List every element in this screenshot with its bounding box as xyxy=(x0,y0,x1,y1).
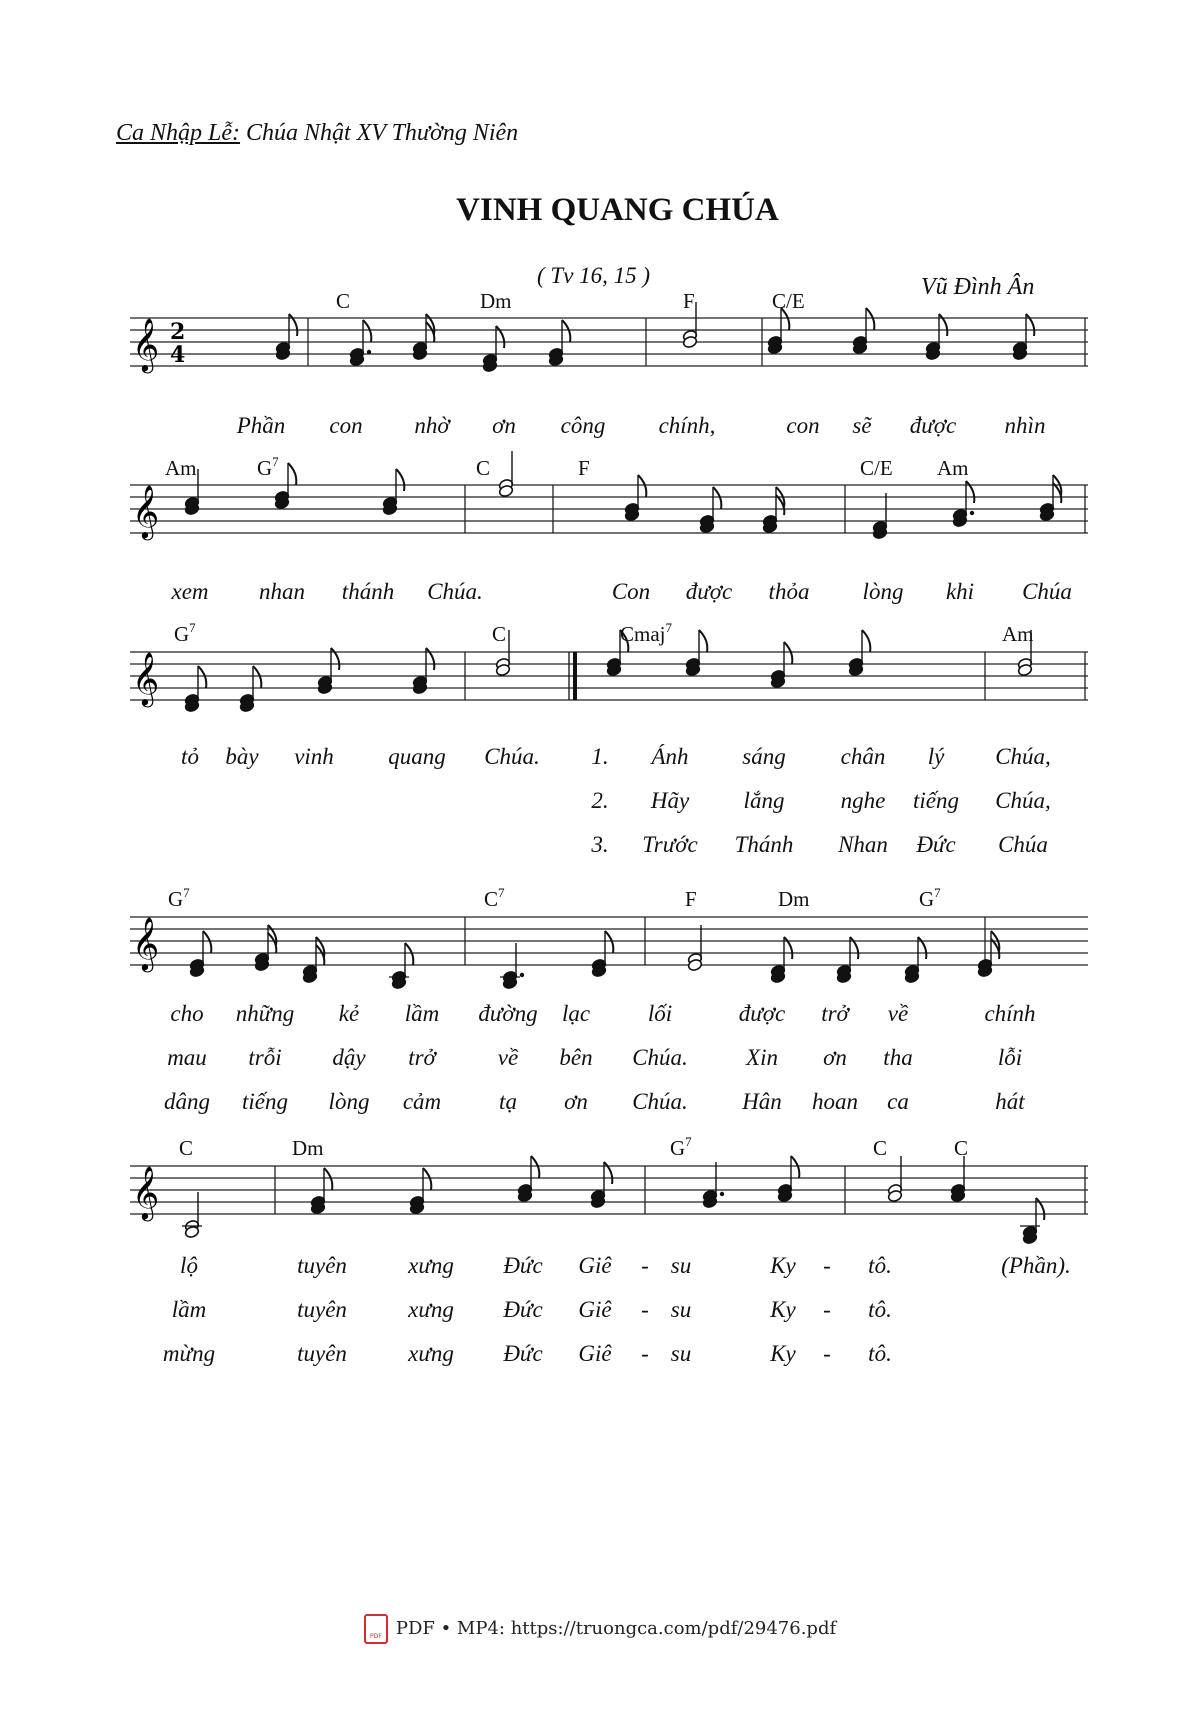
note xyxy=(184,666,206,713)
lyric-syllable: tỏ xyxy=(181,744,199,769)
lyric-syllable: Phần xyxy=(236,413,286,438)
note xyxy=(389,943,413,990)
note xyxy=(310,1168,332,1215)
composer: Vũ Đình Ân xyxy=(921,274,1035,300)
lyric-syllable: tiếng xyxy=(242,1089,288,1114)
lyric-syllable: xưng xyxy=(408,1297,454,1322)
lyric-syllable: bên xyxy=(559,1045,593,1070)
time-signature-bottom: 4 xyxy=(170,342,186,368)
chord-symbol: C xyxy=(476,456,491,480)
note xyxy=(872,493,887,540)
lyric-syllable: con xyxy=(329,413,363,438)
lyric-syllable: Đức xyxy=(916,832,956,857)
note xyxy=(239,666,261,713)
lyric-syllable: - xyxy=(641,1341,649,1366)
note xyxy=(699,487,721,534)
chord-symbol: Am xyxy=(1002,622,1034,646)
treble-clef-icon: 𝄞 xyxy=(132,651,160,705)
lyric-syllable: ca xyxy=(887,1089,909,1114)
lyric-syllable: tô. xyxy=(868,1253,892,1278)
lyric-syllable: cho xyxy=(170,1001,204,1026)
lyric-syllable: Đức xyxy=(503,1341,543,1366)
note xyxy=(977,931,999,978)
lyric-syllable: chính, xyxy=(658,413,716,438)
lyric-syllable: Chúa, xyxy=(995,744,1051,769)
staff xyxy=(130,651,1088,705)
chord-symbol: C/E xyxy=(772,289,805,313)
song-title: VINH QUANG CHÚA xyxy=(456,192,779,228)
lyric-syllable: Hân xyxy=(742,1089,782,1114)
lyric-syllable: Ky xyxy=(770,1297,796,1322)
note xyxy=(762,487,784,534)
lyric-syllable: Giê xyxy=(578,1253,612,1278)
chord-symbol: $G^7$ xyxy=(919,885,941,911)
lyric-syllable: nhờ xyxy=(414,413,450,438)
lyric-syllable: được xyxy=(685,579,733,604)
note xyxy=(852,308,874,355)
lyric-syllable: lắng xyxy=(743,788,785,813)
lyric-syllable: vinh xyxy=(294,744,334,769)
lyric-syllable: tô. xyxy=(868,1297,892,1322)
lyric-syllable: Chúa. xyxy=(632,1089,688,1114)
lyric-syllable: sáng xyxy=(742,744,786,769)
lyric-syllable: những xyxy=(235,1001,295,1026)
lyric-syllable: ơn xyxy=(564,1089,588,1114)
lyric-syllable: Chúa. xyxy=(632,1045,688,1070)
lyric-syllable: Giê xyxy=(578,1297,612,1322)
lyric-syllable: tuyên xyxy=(297,1341,347,1366)
lyric-syllable: su xyxy=(670,1253,692,1278)
lyric-syllable: kẻ xyxy=(338,1001,360,1026)
chord-symbol: $G^7$ xyxy=(168,885,190,911)
chord-symbol: F xyxy=(685,887,697,911)
lyric-syllable: Đức xyxy=(503,1297,543,1322)
lyric-syllable: trỗi xyxy=(248,1045,282,1070)
psalm-reference: ( Tv 16, 15 ) xyxy=(537,263,651,288)
lyric-syllable: 2. xyxy=(591,788,609,813)
lyric-syllable: lối xyxy=(647,1001,673,1026)
lyric-syllable: su xyxy=(670,1341,692,1366)
lyric-syllable: (Phần). xyxy=(1001,1253,1071,1278)
lyric-syllable: tạ xyxy=(499,1089,517,1114)
lyric-syllable: lòng xyxy=(328,1089,370,1114)
song-header xyxy=(116,120,518,147)
lyric-syllable: sẽ xyxy=(852,413,872,438)
note xyxy=(685,630,707,677)
lyric-syllable: - xyxy=(823,1297,831,1322)
note xyxy=(498,451,513,498)
note xyxy=(548,320,570,367)
chord-symbol: C xyxy=(179,1136,194,1160)
lyric-syllable: Nhan xyxy=(838,832,888,857)
chord-symbol: $C^7$ xyxy=(484,885,505,911)
note xyxy=(1039,475,1061,522)
lyric-syllable: Chúa, xyxy=(995,788,1051,813)
note xyxy=(182,1192,202,1239)
treble-clef-icon: 𝄞 xyxy=(132,317,160,371)
lyric-syllable: Đức xyxy=(503,1253,543,1278)
note xyxy=(904,937,926,984)
lyric-syllable: Ánh xyxy=(651,744,689,769)
lyric-syllable: tiếng xyxy=(913,788,959,813)
staff xyxy=(130,916,1088,970)
lyric-syllable: cảm xyxy=(402,1089,442,1114)
lyric-syllable: xem xyxy=(171,579,209,604)
header-label: Ca Nhập Lễ: xyxy=(116,120,241,146)
lyric-syllable: được xyxy=(738,1001,786,1026)
lyric-syllable: xưng xyxy=(408,1253,454,1278)
note xyxy=(767,308,789,355)
note xyxy=(836,937,858,984)
chord-symbol: C xyxy=(954,1136,969,1160)
lyric-syllable: Chúa xyxy=(998,832,1048,857)
pdf-icon: PDF xyxy=(364,1614,388,1644)
lyric-syllable: thánh xyxy=(341,579,395,604)
lyric-syllable: lỗi xyxy=(997,1045,1023,1070)
note xyxy=(770,642,792,689)
lyric-syllable: Thánh xyxy=(734,832,794,857)
lyric-syllable: - xyxy=(641,1253,649,1278)
lyric-syllable: khi xyxy=(945,579,975,604)
lyric-syllable: lòng xyxy=(862,579,904,604)
chord-symbol: C xyxy=(492,622,507,646)
lyric-syllable: lý xyxy=(927,744,945,769)
note xyxy=(687,925,702,972)
note xyxy=(848,630,870,677)
note xyxy=(302,937,324,984)
chord-symbol: F xyxy=(683,289,695,313)
note xyxy=(624,475,646,522)
lyric-syllable: tha xyxy=(883,1045,913,1070)
chord-symbol: $G^7$ xyxy=(670,1134,692,1160)
lyric-syllable: lộ xyxy=(180,1253,198,1278)
lyric-syllable: nhìn xyxy=(1004,413,1046,438)
lyric-syllable: tuyên xyxy=(297,1297,347,1322)
lyric-syllable: hát xyxy=(995,1089,1025,1114)
treble-clef-icon: 𝄞 xyxy=(132,1165,160,1219)
lyric-syllable: 1. xyxy=(591,744,609,769)
note xyxy=(950,1156,965,1203)
lyric-syllable: Chúa. xyxy=(484,744,540,769)
lyric-syllable: về xyxy=(497,1045,519,1070)
note xyxy=(189,931,211,978)
time-signature-top: 2 xyxy=(170,319,186,345)
treble-clef-icon: 𝄞 xyxy=(132,916,160,970)
lyric-syllable: Con xyxy=(611,579,651,604)
lyric-syllable: Ky xyxy=(770,1253,796,1278)
lyric-syllable: Chúa xyxy=(1022,579,1072,604)
note xyxy=(517,1156,539,1203)
chord-symbol: C xyxy=(873,1136,888,1160)
lyric-syllable: về xyxy=(887,1001,909,1026)
lyric-syllable: - xyxy=(823,1341,831,1366)
chord-symbol: $G^7$ xyxy=(174,620,196,646)
treble-clef-icon: 𝄞 xyxy=(132,484,160,538)
lyric-syllable: Ky xyxy=(770,1341,796,1366)
chord-symbol: F xyxy=(578,456,590,480)
note xyxy=(409,1168,431,1215)
staff xyxy=(130,317,1088,371)
note xyxy=(500,943,524,990)
lyric-syllable: lầm xyxy=(404,1001,440,1026)
chord-symbol: C/E xyxy=(860,456,893,480)
note xyxy=(1020,1198,1044,1245)
lyric-syllable: trở xyxy=(821,1001,849,1026)
lyric-syllable: Trước xyxy=(642,832,698,857)
note xyxy=(887,1156,902,1203)
chord-symbol: Dm xyxy=(480,289,512,313)
lyric-syllable: lầm xyxy=(171,1297,207,1322)
lyric-syllable: mừng xyxy=(162,1341,216,1366)
lyric-syllable: bày xyxy=(225,744,259,769)
lyric-syllable: Xin xyxy=(746,1045,778,1070)
lyric-syllable: Chúa. xyxy=(427,579,483,604)
note xyxy=(777,1156,799,1203)
header-occasion: Chúa Nhật XV Thường Niên xyxy=(246,120,519,146)
lyric-syllable: tuyên xyxy=(297,1253,347,1278)
lyric-syllable: ơn xyxy=(823,1045,847,1070)
footer-text[interactable]: PDF • MP4: https://truongca.com/pdf/29476.pdf xyxy=(395,1618,837,1639)
lyric-syllable: Giê xyxy=(578,1341,612,1366)
lyric-syllable: đường xyxy=(478,1001,538,1026)
lyric-syllable: Hãy xyxy=(650,788,690,813)
chord-symbol: Am xyxy=(937,456,969,480)
lyric-syllable: dậy xyxy=(332,1045,366,1070)
lyric-syllable: nghe xyxy=(840,788,886,813)
footer-link[interactable] xyxy=(0,1614,1200,1644)
lyric-syllable: mau xyxy=(167,1045,207,1070)
chord-symbol: Dm xyxy=(778,887,810,911)
chord-symbol: Dm xyxy=(292,1136,324,1160)
lyric-syllable: xưng xyxy=(408,1341,454,1366)
lyric-syllable: su xyxy=(670,1297,692,1322)
lyric-syllable: thỏa xyxy=(768,579,810,604)
chord-symbol: $G^7$ xyxy=(257,454,279,480)
lyric-syllable: lạc xyxy=(561,1001,591,1026)
lyric-syllable: công xyxy=(560,413,606,438)
lyric-syllable: được xyxy=(909,413,957,438)
lyric-syllable: chân xyxy=(840,744,886,769)
lyric-syllable: trở xyxy=(408,1045,436,1070)
lyric-syllable: nhan xyxy=(259,579,305,604)
lyric-syllable: quang xyxy=(388,744,446,769)
staff xyxy=(130,484,1088,538)
lyric-syllable: chính xyxy=(984,1001,1036,1026)
chord-symbol: Cmaj$^7$ xyxy=(620,620,672,646)
lyric-syllable: - xyxy=(641,1297,649,1322)
note xyxy=(349,320,371,367)
lyric-syllable: dâng xyxy=(164,1089,210,1114)
note xyxy=(770,937,792,984)
staff xyxy=(130,1165,1088,1219)
chord-symbol: Am xyxy=(165,456,197,480)
lyric-syllable: tô. xyxy=(868,1341,892,1366)
lyric-syllable: hoan xyxy=(812,1089,858,1114)
lyric-syllable: con xyxy=(786,413,820,438)
chord-symbol: C xyxy=(336,289,351,313)
lyric-syllable: ơn xyxy=(492,413,516,438)
note xyxy=(591,931,613,978)
lyric-syllable: 3. xyxy=(591,832,609,857)
lyric-syllable: - xyxy=(823,1253,831,1278)
